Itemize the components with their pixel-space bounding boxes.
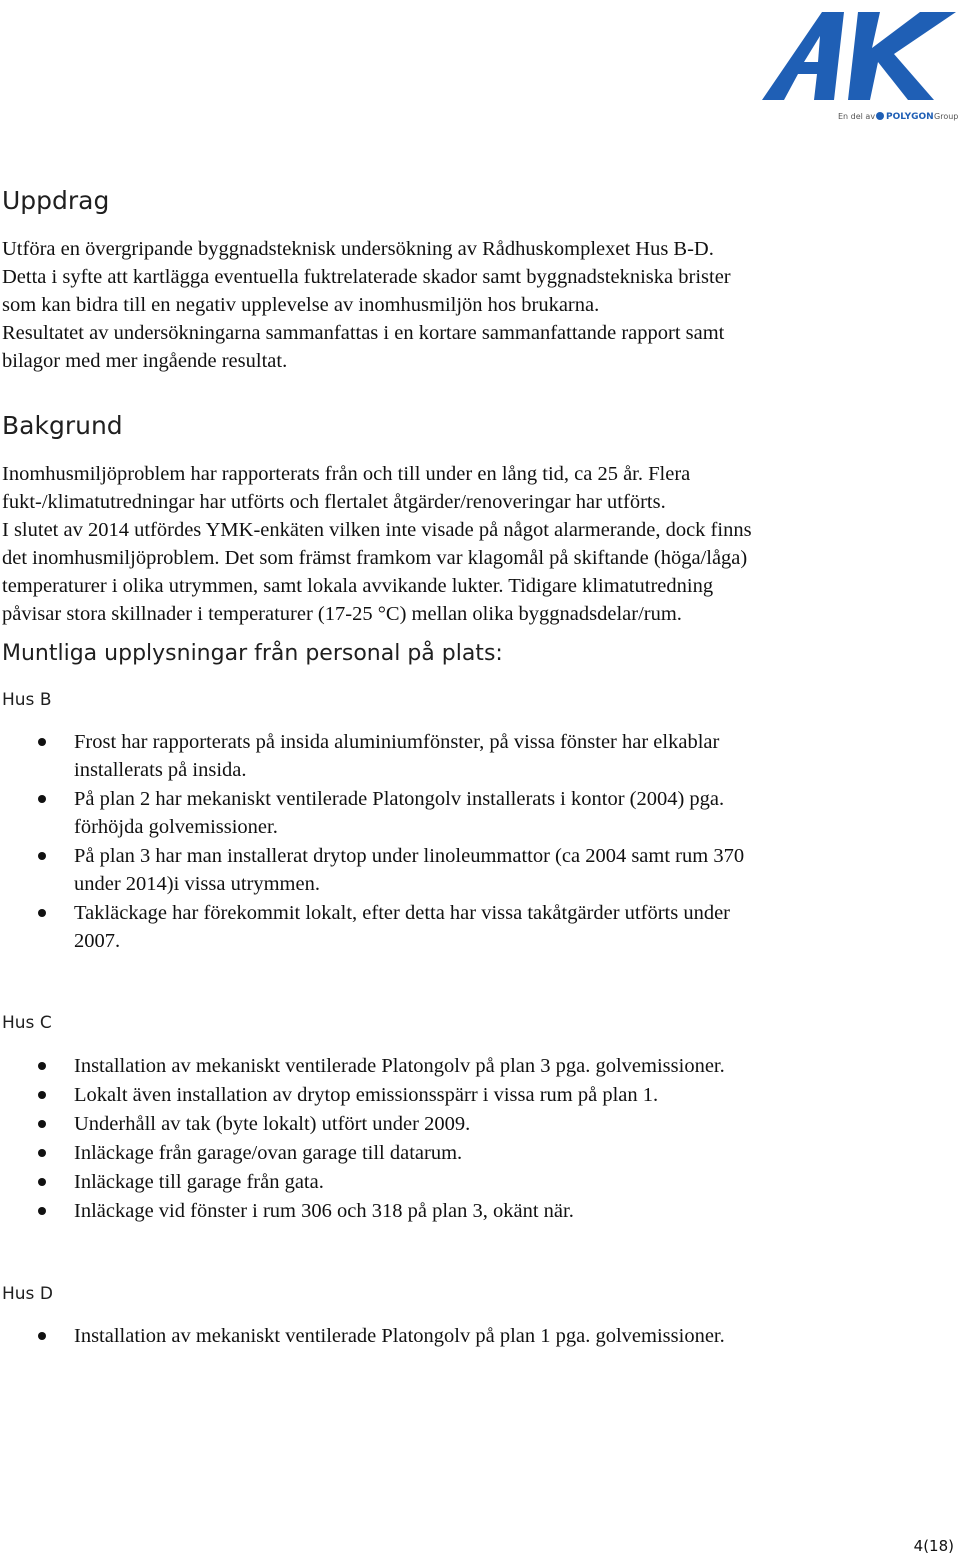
list-item (0, 1197, 900, 1225)
list-item (0, 1139, 900, 1167)
list-item (0, 1081, 900, 1109)
text-line: det inomhusmiljöproblem. Det som främst framkom var klagomål på skiftande (höga/låga) (2, 547, 748, 569)
text-line: Inomhusmiljöproblem har rapporterats från och till under en lång tid, ca 25 år. Flera (2, 463, 691, 485)
list-item (0, 1110, 900, 1138)
company-logo (760, 2, 960, 126)
logo-group: Group (934, 112, 959, 121)
logo-tagline: En del av (838, 112, 876, 121)
paragraph-bakgrund (2, 460, 922, 628)
ak-logo-mark (760, 2, 960, 126)
list-hus-c (0, 1052, 900, 1226)
list-item-text: förhöjda golvemissioner. (74, 816, 278, 838)
text-line: Utföra en övergripande byggnadsteknisk undersökning av Rådhuskomplexet Hus B-D. (2, 238, 714, 260)
text-line: påvisar stora skillnader i temperaturer (17-25 °C) mellan olika byggnadsdelar/rum. (2, 603, 682, 625)
text-line: bilagor med mer ingående resultat. (2, 350, 288, 372)
paragraph-uppdrag (2, 235, 922, 375)
list-item-text: Installation av mekaniskt ventilerade Platongolv på plan 3 pga. golvemissioner. (74, 1055, 725, 1077)
list-item (0, 899, 900, 955)
list-item-text: Frost har rapporterats på insida aluminiumfönster, på vissa fönster har elkablar (74, 731, 720, 753)
bullet-icon (38, 1178, 46, 1186)
list-hus-b (0, 728, 900, 956)
bullet-icon (38, 1091, 46, 1099)
bullet-icon (38, 795, 46, 803)
text-line: temperaturer i olika utrymmen, samt lokala avvikande lukter. Tidigare klimatutredning (2, 575, 714, 597)
text-line: Detta i syfte att kartlägga eventuella fuktrelaterade skador samt byggnadstekniska brister (2, 266, 731, 288)
list-item-text: På plan 3 har man installerat drytop under linoleummattor (ca 2004 samt rum 370 (74, 845, 745, 867)
heading-hus-c: Hus C (2, 1013, 52, 1033)
list-item (0, 728, 900, 784)
logo-brand: POLYGON (886, 112, 934, 122)
list-item-text: installerats på insida. (74, 759, 247, 781)
list-item (0, 1168, 900, 1196)
list-item-text: 2007. (74, 930, 121, 952)
text-line: som kan bidra till en negativ upplevelse av inomhusmiljön hos brukarna. (2, 294, 600, 316)
text-line: Resultatet av undersökningarna sammanfattas i en kortare sammanfattande rapport samt (2, 322, 725, 344)
heading-bakgrund: Bakgrund (2, 411, 123, 440)
list-item-text: Installation av mekaniskt ventilerade Platongolv på plan 1 pga. golvemissioner. (74, 1325, 725, 1347)
bullet-icon (38, 909, 46, 917)
list-item-text: Inläckage från garage/ovan garage till datarum. (74, 1142, 463, 1164)
bullet-icon (38, 738, 46, 746)
heading-hus-b: Hus B (2, 690, 52, 710)
list-item (0, 1052, 900, 1080)
list-item-text: Inläckage vid fönster i rum 306 och 318 på plan 3, okänt när. (74, 1200, 574, 1222)
heading-muntliga-upplysningar: Muntliga upplysningar från personal på plats: (2, 641, 503, 666)
bullet-icon (38, 1332, 46, 1340)
bullet-icon (38, 1062, 46, 1070)
list-item-text: under 2014)i vissa utrymmen. (74, 873, 320, 895)
text-line: I slutet av 2014 utfördes YMK-enkäten vilken inte visade på något alarmerande, dock finns (2, 519, 752, 541)
list-item-text: Takläckage har förekommit lokalt, efter detta har vissa takåtgärder utförts under (74, 902, 730, 924)
list-item (0, 842, 900, 898)
list-item-text: Inläckage till garage från gata. (74, 1171, 324, 1193)
page-number: 4(18) (913, 1537, 954, 1555)
bullet-icon (38, 852, 46, 860)
list-hus-d (0, 1322, 900, 1350)
bullet-icon (38, 1207, 46, 1215)
list-item-text: Underhåll av tak (byte lokalt) utfört under 2009. (74, 1113, 471, 1135)
list-item (0, 785, 900, 841)
heading-hus-d: Hus D (2, 1284, 53, 1304)
heading-uppdrag: Uppdrag (2, 186, 110, 215)
text-line: fukt-/klimatutredningar har utförts och flertalet åtgärder/renoveringar har utförts. (2, 491, 666, 513)
bullet-icon (38, 1149, 46, 1157)
bullet-icon (38, 1120, 46, 1128)
list-item-text: Lokalt även installation av drytop emissionsspärr i vissa rum på plan 1. (74, 1084, 659, 1106)
list-item (0, 1322, 900, 1350)
list-item-text: På plan 2 har mekaniskt ventilerade Platongolv installerats i kontor (2004) pga. (74, 788, 725, 810)
